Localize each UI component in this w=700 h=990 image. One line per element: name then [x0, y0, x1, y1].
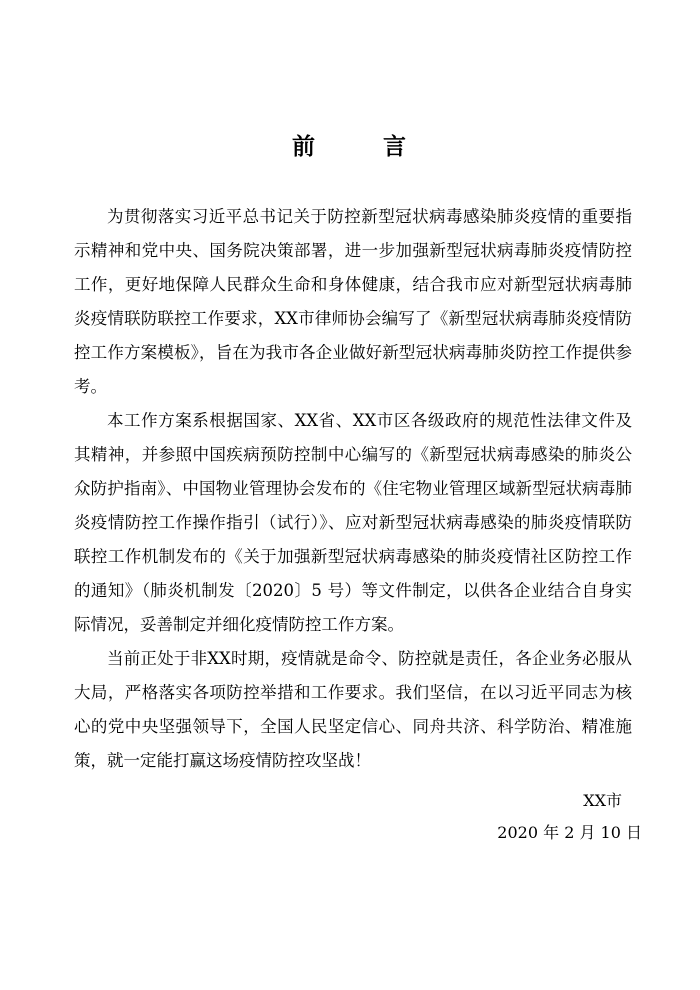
paragraph-1: 为贯彻落实习近平总书记关于防控新型冠状病毒感染肺炎疫情的重要指示精神和党中央、国务院决策部署，进一步加强新型冠状病毒肺炎疫情防控工作，更好地保障人民群众生命和身体健康，结合我市应对新型冠状病毒肺炎疫情联防联控工作要求，XX市律师协会编写了《新型冠状病毒肺炎疫情防控工作方案模板》，旨在为我市各企业做好新型冠状病毒肺炎防控工作提供参考。: [74, 207, 632, 396]
page-title: [0, 128, 700, 161]
title-char-left: 前: [292, 134, 317, 160]
paragraph-2: 本工作方案系根据国家、XX省、XX市区各级政府的规范性法律文件及其精神，并参照中国疾病预防控制中心编写的《新型冠状病毒感染的肺炎公众防护指南》、中国物业管理协会发布的《住宅物业管理区域新型冠状病毒肺炎疫情防控工作操作指引（试行）》、应对新型冠状病毒感染的肺炎疫情联防联控工作机制发布的《关于加强新型冠状病毒感染的肺炎疫情社区防控工作的通知》（肺炎机制发〔2020〕5 号）等文件制定，以供各企业结合自身实际情况，妥善制定并细化疫情防控工作方案。: [74, 411, 632, 634]
title-char-right: 言: [383, 134, 408, 160]
signature-organization: XX市: [583, 791, 622, 810]
paragraph-3: 当前正处于非XX时期，疫情就是命令、防控就是责任，各企业务必服从大局，严格落实各项防控举措和工作要求。我们坚信，在以习近平同志为核心的党中央坚强领导下，全国人民坚定信心、同舟共济、科学防治、精准施策，就一定能打赢这场疫情防控攻坚战！: [74, 649, 632, 770]
signature-date: 2020 年 2 月 10 日: [497, 823, 642, 842]
document-body: [74, 200, 632, 778]
